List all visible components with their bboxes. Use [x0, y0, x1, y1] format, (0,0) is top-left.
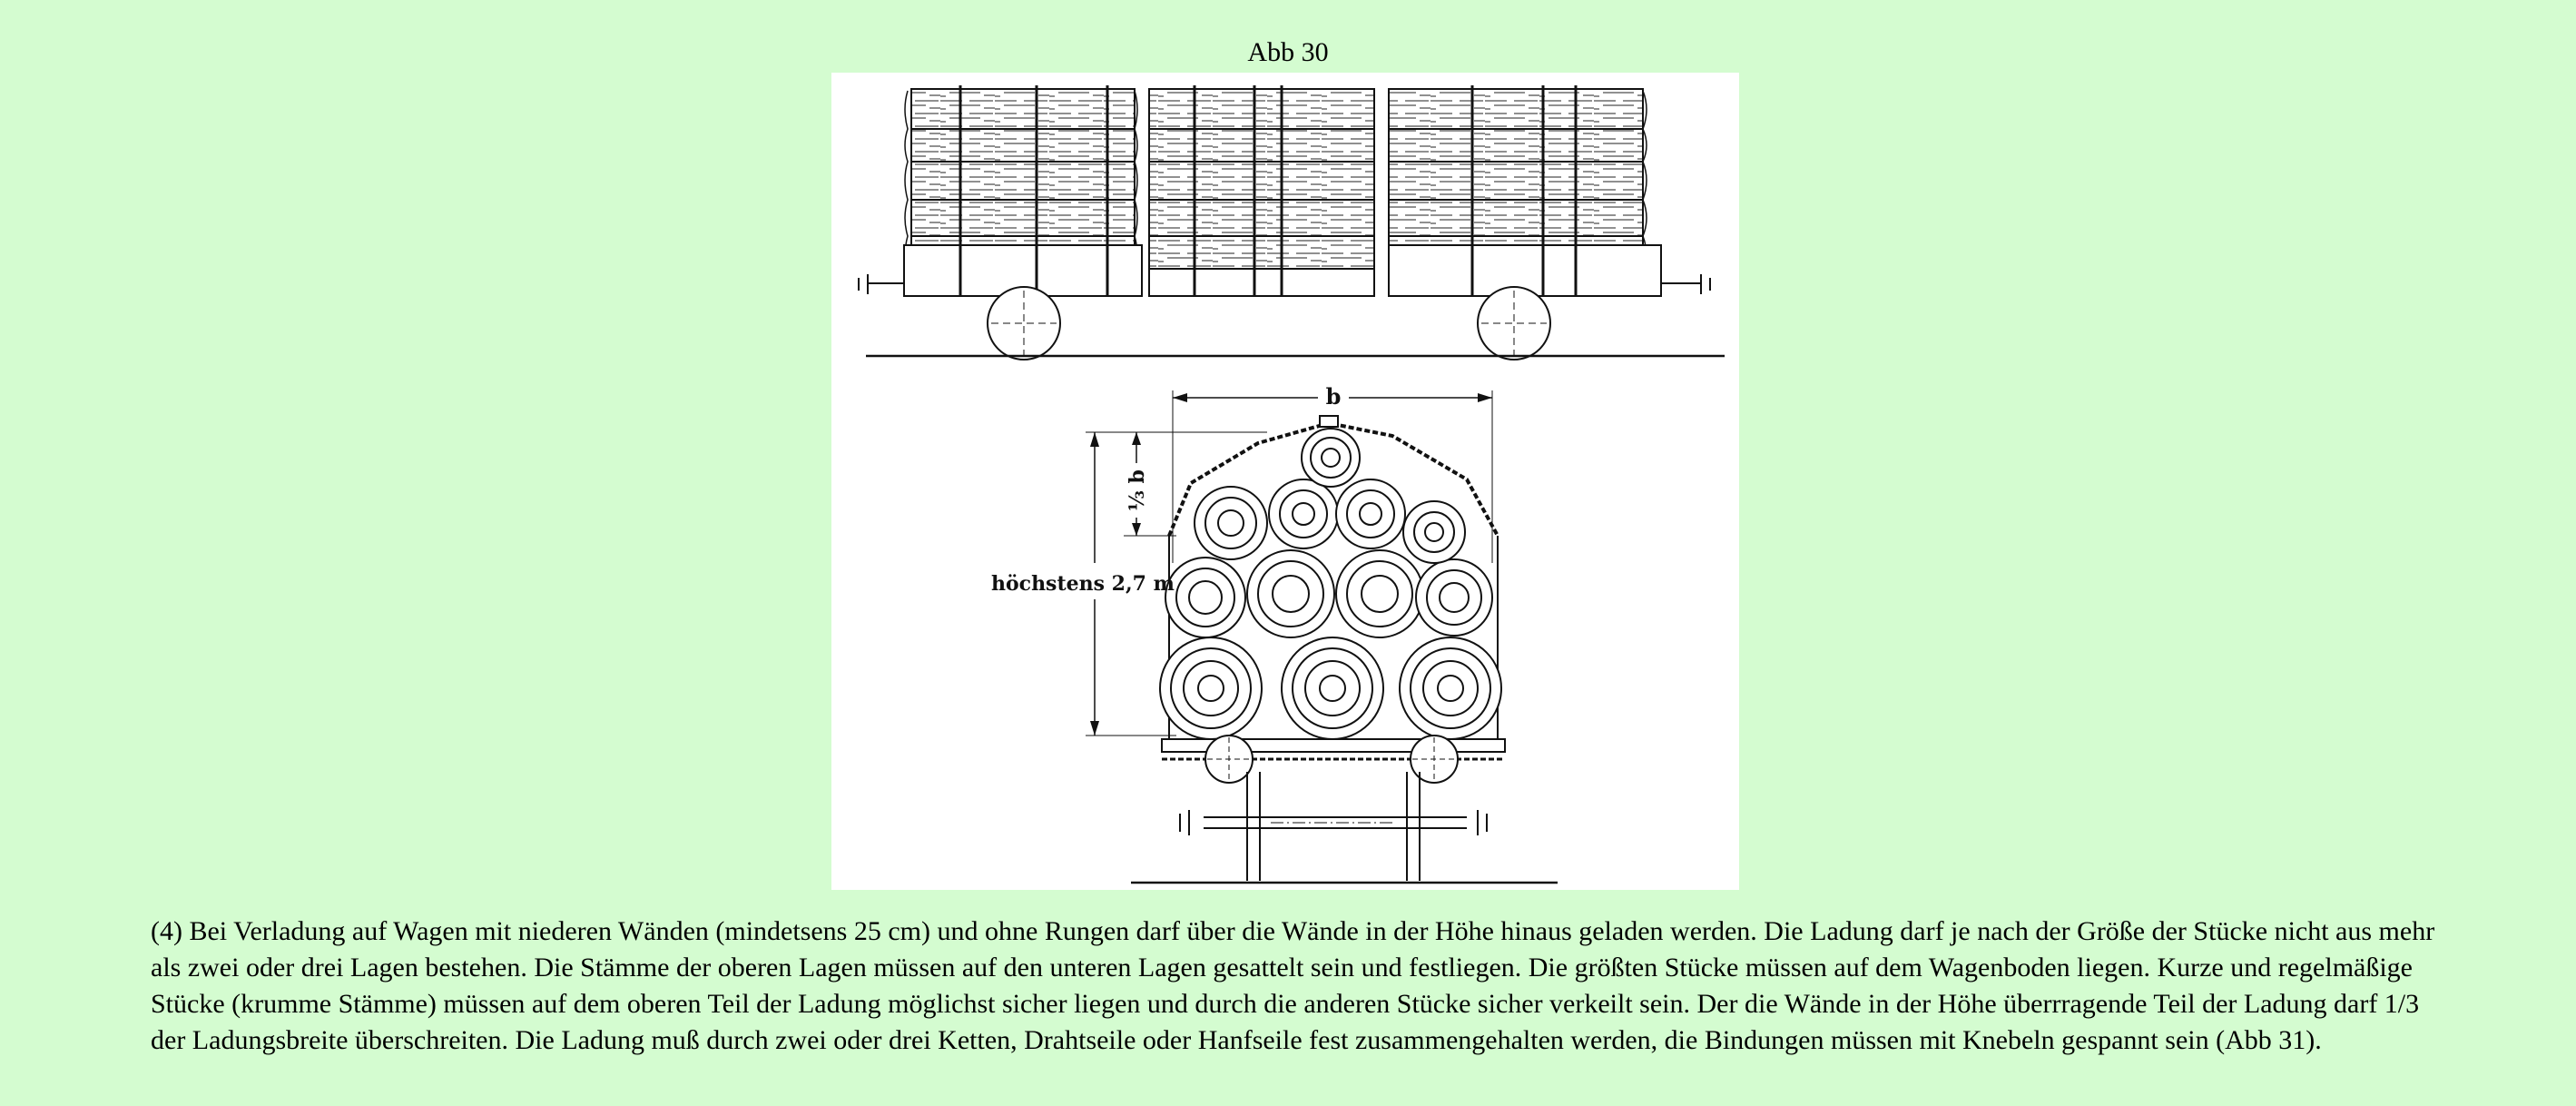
- end-view: [991, 385, 1558, 883]
- technical-drawing: [831, 73, 1739, 890]
- figure-caption: Abb 30: [1247, 37, 1329, 67]
- drawing-svg: [831, 73, 1739, 890]
- max-height-label: höchstens 2,7 m: [991, 572, 1175, 596]
- body-paragraph: (4) Bei Verladung auf Wagen mit niederen Wänden (mindetsens 25 cm) und ohne Rungen darf über die Wände in der Höhe hinaus geladen werden. Die Ladung darf je nach der Größe der Stücke nicht aus mehr als zwei oder drei Lagen bestehen. Die Stämme der oberen Lagen müssen auf den unteren Lagen gesattelt sein und festliegen. Die größten Stücke müssen auf dem Wagenboden liegen. Kurze und regelmäßige Stücke (krumme Stämme) müssen auf dem oberen Teil der Ladung möglichst sicher liegen und durch die anderen Stücke sicher verkeilt sein. Der die Wände in der Höhe überrragende Teil der Ladung darf 1/3 der Ladungsbreite überschreiten. Die Ladung muß durch zwei oder drei Ketten, Drahtseile oder Hanfseile fest zusammengehalten werden, die Bindungen müssen mit Knebeln gespannt sein (Abb 31).: [151, 916, 2435, 1055]
- log-ends: [1160, 429, 1501, 739]
- third-width-label: ⅓ b: [1126, 469, 1149, 511]
- log-stack-middle: [1149, 89, 1374, 289]
- width-label: b: [1325, 383, 1342, 410]
- side-view: [859, 85, 1725, 360]
